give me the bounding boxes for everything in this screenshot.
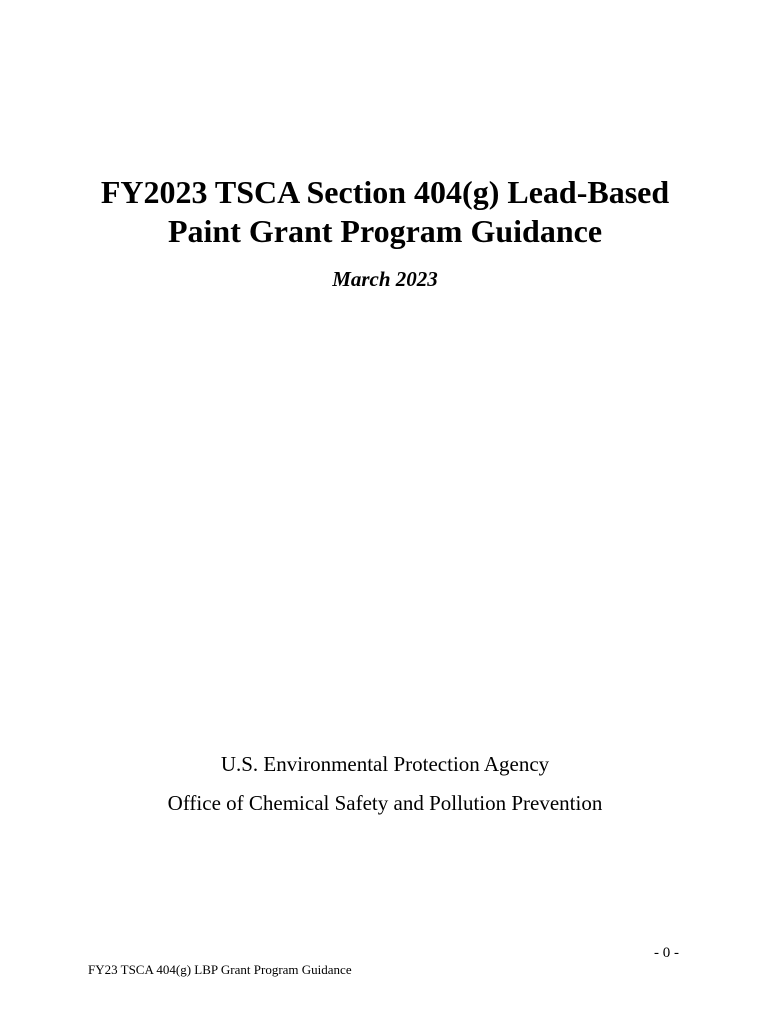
agency-name: U.S. Environmental Protection Agency [220,752,550,776]
document-title [40,173,730,251]
office-name: Office of Chemical Safety and Pollution Prevention [167,791,603,815]
page-number: - 0 - [654,945,679,961]
footer-text: FY23 TSCA 404(g) LBP Grant Program Guidance [88,962,352,977]
document-date: March 2023 [332,267,438,291]
document-title-line-2: Paint Grant Program Guidance [167,213,603,249]
document-title-line-1: FY2023 TSCA Section 404(g) Lead-Based [100,174,670,210]
